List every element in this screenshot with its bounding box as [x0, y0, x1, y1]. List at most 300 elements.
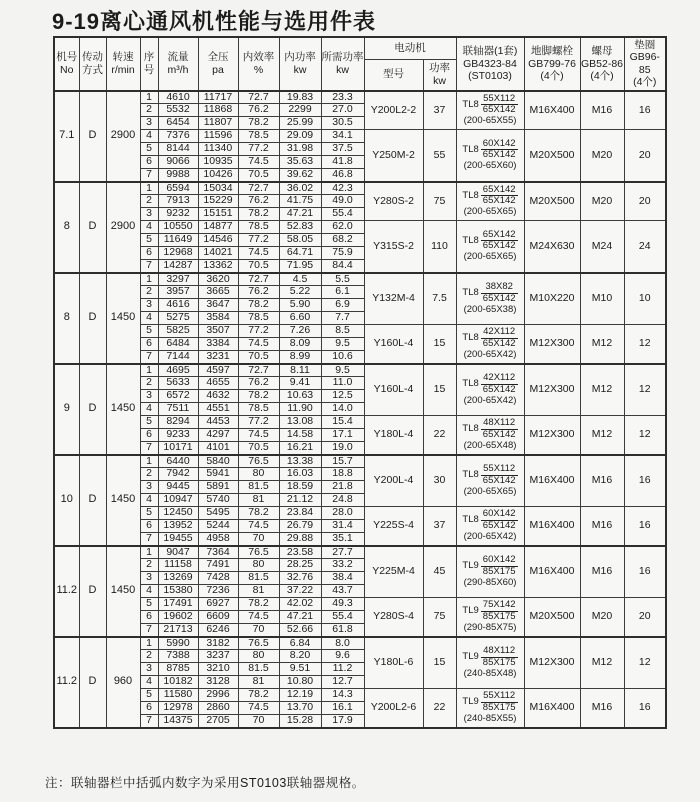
flow-cell: 10171 — [158, 442, 198, 455]
required-power-cell: 84.4 — [321, 260, 364, 273]
machine-no-cell: 9 — [54, 364, 79, 455]
seq-cell: 6 — [140, 247, 158, 260]
pressure-cell: 6246 — [198, 624, 238, 637]
efficiency-cell: 70 — [238, 715, 279, 728]
coupling-note: (290-85X75) — [463, 621, 517, 633]
efficiency-cell: 76.2 — [238, 104, 279, 117]
drive-cell: D — [79, 546, 106, 637]
efficiency-cell: 76.5 — [238, 546, 279, 559]
header-line: 方式 — [82, 63, 103, 76]
power-cell: 21.12 — [279, 494, 321, 507]
pressure-cell: 4297 — [198, 429, 238, 442]
seq-cell: 4 — [140, 403, 158, 416]
coupling-type: TL8 — [462, 423, 479, 435]
nut-cell: M16 — [580, 507, 624, 546]
coupling-cell — [456, 546, 524, 598]
coupling-spec — [457, 282, 524, 315]
efficiency-cell: 72.7 — [238, 273, 279, 286]
header-line: 垫圈 — [634, 39, 656, 51]
header-line: GB799-76 — [528, 57, 576, 70]
coupling-type: TL8 — [462, 378, 479, 390]
machine-no-cell: 7.1 — [54, 91, 79, 182]
coupling-cell — [456, 273, 524, 325]
coupling-cell — [456, 507, 524, 546]
coupling-type: TL8 — [462, 469, 479, 481]
required-power-cell: 7.7 — [321, 312, 364, 325]
pressure-cell: 7236 — [198, 585, 238, 598]
header-line: GB4323-84 — [463, 57, 517, 70]
bolt-cell: M20X500 — [524, 182, 580, 221]
seq-cell: 1 — [140, 637, 158, 650]
coupling-upper: 55X112 — [481, 691, 518, 703]
bolt-cell: M16X400 — [524, 455, 580, 507]
efficiency-cell: 78.5 — [238, 403, 279, 416]
flow-cell: 3297 — [158, 273, 198, 286]
efficiency-cell: 81 — [238, 494, 279, 507]
washer-cell: 10 — [624, 273, 666, 325]
col-header-seq — [140, 37, 158, 91]
seq-cell: 4 — [140, 494, 158, 507]
flow-cell: 9047 — [158, 546, 198, 559]
bolt-cell: M24X630 — [524, 221, 580, 273]
seq-cell: 6 — [140, 338, 158, 351]
coupling-type: TL8 — [462, 98, 479, 110]
required-power-cell: 33.2 — [321, 559, 364, 572]
required-power-cell: 14.3 — [321, 689, 364, 702]
motor-power-cell: 15 — [423, 325, 456, 364]
flow-cell: 7388 — [158, 650, 198, 663]
efficiency-cell: 81 — [238, 585, 279, 598]
power-cell: 26.79 — [279, 520, 321, 533]
power-cell: 32.76 — [279, 572, 321, 585]
power-cell: 64.71 — [279, 247, 321, 260]
header-line: (4个) — [540, 69, 564, 82]
required-power-cell: 12.5 — [321, 390, 364, 403]
power-cell: 10.80 — [279, 676, 321, 689]
nut-cell: M20 — [580, 130, 624, 182]
coupling-type: TL9 — [462, 560, 479, 572]
pressure-cell: 2860 — [198, 702, 238, 715]
coupling-cell — [456, 637, 524, 689]
power-cell: 41.75 — [279, 195, 321, 208]
required-power-cell: 6.1 — [321, 286, 364, 299]
efficiency-cell: 76.5 — [238, 637, 279, 650]
efficiency-cell: 78.2 — [238, 689, 279, 702]
coupling-lower: 65X142 — [482, 383, 516, 395]
power-cell: 28.25 — [279, 559, 321, 572]
seq-cell: 2 — [140, 286, 158, 299]
power-cell: 9.41 — [279, 377, 321, 390]
coupling-lower: 65X142 — [482, 104, 516, 116]
header-line: kw — [293, 63, 307, 76]
power-cell: 8.11 — [279, 364, 321, 377]
pressure-cell: 3210 — [198, 663, 238, 676]
efficiency-cell: 78.2 — [238, 390, 279, 403]
seq-cell: 2 — [140, 377, 158, 390]
efficiency-cell: 74.5 — [238, 338, 279, 351]
flow-cell: 6454 — [158, 117, 198, 130]
required-power-cell: 10.6 — [321, 351, 364, 364]
coupling-note: (200-65X55) — [463, 115, 517, 127]
seq-cell: 7 — [140, 715, 158, 728]
header-line: pa — [212, 63, 224, 76]
drive-cell: D — [79, 91, 106, 182]
coupling-lower: 65X142 — [482, 149, 516, 161]
required-power-cell: 18.8 — [321, 468, 364, 481]
efficiency-cell: 77.2 — [238, 325, 279, 338]
required-power-cell: 30.5 — [321, 117, 364, 130]
flow-cell: 8785 — [158, 663, 198, 676]
power-cell: 29.09 — [279, 130, 321, 143]
bolt-cell: M12X300 — [524, 364, 580, 416]
required-power-cell: 12.7 — [321, 676, 364, 689]
pressure-cell: 2705 — [198, 715, 238, 728]
header-line: GB96-85 — [629, 51, 660, 76]
efficiency-cell: 70.5 — [238, 169, 279, 182]
coupling-lower: 65X142 — [482, 292, 516, 304]
col-header-flow — [158, 37, 198, 91]
coupling-cell — [456, 416, 524, 455]
coupling-cell — [456, 598, 524, 637]
flow-cell: 12978 — [158, 702, 198, 715]
coupling-upper: 38X82 — [481, 282, 518, 294]
nut-cell: M10 — [580, 273, 624, 325]
motor-model-cell: Y132M-4 — [364, 273, 423, 325]
drive-cell: D — [79, 455, 106, 546]
power-cell: 5.90 — [279, 299, 321, 312]
power-cell: 25.99 — [279, 117, 321, 130]
seq-cell: 7 — [140, 624, 158, 637]
pressure-cell: 5941 — [198, 468, 238, 481]
motor-model-cell: Y200L2-6 — [364, 689, 423, 728]
speed-cell: 960 — [106, 637, 140, 728]
fan-spec-table — [53, 36, 667, 729]
pressure-cell: 14877 — [198, 221, 238, 234]
required-power-cell: 35.1 — [321, 533, 364, 546]
motor-power-cell: 15 — [423, 637, 456, 689]
seq-cell: 7 — [140, 351, 158, 364]
power-cell: 11.90 — [279, 403, 321, 416]
col-header-coupling — [456, 37, 524, 91]
flow-cell: 10947 — [158, 494, 198, 507]
nut-cell: M20 — [580, 598, 624, 637]
required-power-cell: 19.0 — [321, 442, 364, 455]
nut-cell: M16 — [580, 546, 624, 598]
bolt-cell: M20X500 — [524, 130, 580, 182]
flow-cell: 6484 — [158, 338, 198, 351]
seq-cell: 7 — [140, 442, 158, 455]
coupling-spec — [457, 94, 524, 127]
flow-cell: 9445 — [158, 481, 198, 494]
efficiency-cell: 78.2 — [238, 507, 279, 520]
bolt-cell: M16X400 — [524, 546, 580, 598]
efficiency-cell: 70 — [238, 533, 279, 546]
required-power-cell: 23.3 — [321, 91, 364, 104]
pressure-cell: 15229 — [198, 195, 238, 208]
flow-cell: 7942 — [158, 468, 198, 481]
coupling-upper: 60X142 — [482, 554, 516, 566]
washer-cell: 16 — [624, 689, 666, 728]
power-cell: 35.63 — [279, 156, 321, 169]
flow-cell: 13952 — [158, 520, 198, 533]
header-line: % — [253, 63, 264, 76]
washer-cell: 12 — [624, 325, 666, 364]
seq-cell: 3 — [140, 572, 158, 585]
pressure-cell: 15034 — [198, 182, 238, 195]
header-line: 内效率 — [242, 51, 275, 64]
flow-cell: 5275 — [158, 312, 198, 325]
coupling-note: (200-65X38) — [463, 303, 517, 315]
power-cell: 52.66 — [279, 624, 321, 637]
coupling-type: TL8 — [462, 189, 479, 201]
pressure-cell: 5891 — [198, 481, 238, 494]
col-header-required-power — [321, 37, 364, 91]
motor-model-cell: Y280S-4 — [364, 598, 423, 637]
coupling-spec — [457, 555, 524, 588]
pressure-cell: 15151 — [198, 208, 238, 221]
seq-cell: 2 — [140, 195, 158, 208]
power-cell: 58.05 — [279, 234, 321, 247]
coupling-lower: 65X142 — [482, 474, 516, 486]
coupling-type: TL8 — [462, 332, 479, 344]
header-line: GB52-86 — [580, 57, 624, 70]
coupling-type: TL9 — [462, 605, 479, 617]
seq-cell: 3 — [140, 208, 158, 221]
seq-cell: 2 — [140, 468, 158, 481]
coupling-lower: 85X175 — [482, 701, 516, 713]
required-power-cell: 49.3 — [321, 598, 364, 611]
coupling-type: TL8 — [462, 143, 479, 155]
seq-cell: 7 — [140, 260, 158, 273]
required-power-cell: 9.5 — [321, 364, 364, 377]
coupling-note: (290-85X60) — [463, 576, 517, 588]
washer-cell: 16 — [624, 507, 666, 546]
required-power-cell: 55.4 — [321, 208, 364, 221]
motor-model-cell: Y315S-2 — [364, 221, 423, 273]
coupling-note: (200-65X60) — [463, 160, 517, 172]
coupling-note: (200-65X65) — [463, 251, 517, 263]
required-power-cell: 27.7 — [321, 546, 364, 559]
required-power-cell: 21.8 — [321, 481, 364, 494]
coupling-spec — [457, 185, 524, 218]
motor-power-cell: 75 — [423, 598, 456, 637]
motor-model-cell: Y280S-2 — [364, 182, 423, 221]
required-power-cell: 75.9 — [321, 247, 364, 260]
pressure-cell: 10426 — [198, 169, 238, 182]
motor-model-cell: Y250M-2 — [364, 130, 423, 182]
coupling-lower: 65X142 — [482, 428, 516, 440]
flow-cell: 14375 — [158, 715, 198, 728]
pressure-cell: 3237 — [198, 650, 238, 663]
required-power-cell: 61.8 — [321, 624, 364, 637]
power-cell: 2299 — [279, 104, 321, 117]
motor-power-cell: 15 — [423, 364, 456, 416]
pressure-cell: 2996 — [198, 689, 238, 702]
pressure-cell: 4958 — [198, 533, 238, 546]
required-power-cell: 68.2 — [321, 234, 364, 247]
pressure-cell: 11807 — [198, 117, 238, 130]
nut-cell: M16 — [580, 91, 624, 130]
required-power-cell: 6.9 — [321, 299, 364, 312]
required-power-cell: 55.4 — [321, 611, 364, 624]
power-cell: 15.28 — [279, 715, 321, 728]
coupling-lower: 85X175 — [482, 610, 516, 622]
power-cell: 10.63 — [279, 390, 321, 403]
efficiency-cell: 70.5 — [238, 442, 279, 455]
coupling-cell — [456, 182, 524, 221]
pressure-cell: 3584 — [198, 312, 238, 325]
efficiency-cell: 81.5 — [238, 481, 279, 494]
power-cell: 9.51 — [279, 663, 321, 676]
bolt-cell: M10X220 — [524, 273, 580, 325]
power-cell: 39.62 — [279, 169, 321, 182]
coupling-spec — [457, 691, 524, 724]
header-line: kw — [336, 63, 349, 76]
power-cell: 23.58 — [279, 546, 321, 559]
drive-cell: D — [79, 637, 106, 728]
pressure-cell: 14546 — [198, 234, 238, 247]
coupling-cell — [456, 364, 524, 416]
efficiency-cell: 76.5 — [238, 455, 279, 468]
coupling-upper: 75X142 — [482, 599, 516, 611]
pressure-cell: 14021 — [198, 247, 238, 260]
motor-power-cell: 45 — [423, 546, 456, 598]
speed-cell: 1450 — [106, 455, 140, 546]
nut-cell: M12 — [580, 364, 624, 416]
seq-cell: 4 — [140, 312, 158, 325]
coupling-spec — [457, 373, 524, 406]
header-line: 机号 — [56, 51, 78, 64]
coupling-lower: 65X142 — [482, 337, 516, 349]
power-cell: 37.22 — [279, 585, 321, 598]
flow-cell: 8144 — [158, 143, 198, 156]
power-cell: 7.26 — [279, 325, 321, 338]
flow-cell: 9988 — [158, 169, 198, 182]
motor-power-cell: 22 — [423, 416, 456, 455]
efficiency-cell: 74.5 — [238, 520, 279, 533]
coupling-upper: 55X112 — [481, 94, 518, 106]
pressure-cell: 4655 — [198, 377, 238, 390]
efficiency-cell: 76.2 — [238, 286, 279, 299]
required-power-cell: 24.8 — [321, 494, 364, 507]
power-cell: 8.20 — [279, 650, 321, 663]
flow-cell: 6440 — [158, 455, 198, 468]
footnote: 注：联轴器栏中括弧内数字为采用ST0103联轴器规格。 — [45, 776, 365, 790]
coupling-cell — [456, 325, 524, 364]
header-line: 内功率 — [284, 51, 316, 64]
efficiency-cell: 72.7 — [238, 364, 279, 377]
washer-cell: 16 — [624, 455, 666, 507]
flow-cell: 3957 — [158, 286, 198, 299]
flow-cell: 6572 — [158, 390, 198, 403]
motor-power-cell: 110 — [423, 221, 456, 273]
efficiency-cell: 81.5 — [238, 572, 279, 585]
power-cell: 4.5 — [279, 273, 321, 286]
efficiency-cell: 78.5 — [238, 221, 279, 234]
bolt-cell: M12X300 — [524, 416, 580, 455]
efficiency-cell: 78.5 — [238, 312, 279, 325]
seq-cell: 3 — [140, 117, 158, 130]
efficiency-cell: 77.2 — [238, 416, 279, 429]
coupling-spec — [457, 327, 524, 360]
efficiency-cell: 80 — [238, 468, 279, 481]
power-cell: 14.58 — [279, 429, 321, 442]
pressure-cell: 11596 — [198, 130, 238, 143]
seq-cell: 6 — [140, 702, 158, 715]
coupling-spec — [457, 600, 524, 633]
pressure-cell: 7491 — [198, 559, 238, 572]
pressure-cell: 4597 — [198, 364, 238, 377]
motor-power-cell: 55 — [423, 130, 456, 182]
seq-cell: 4 — [140, 221, 158, 234]
efficiency-cell: 74.5 — [238, 702, 279, 715]
efficiency-cell: 70.5 — [238, 260, 279, 273]
nut-cell: M12 — [580, 416, 624, 455]
required-power-cell: 15.4 — [321, 416, 364, 429]
flow-cell: 4616 — [158, 299, 198, 312]
efficiency-cell: 77.2 — [238, 143, 279, 156]
power-cell: 13.08 — [279, 416, 321, 429]
power-cell: 6.60 — [279, 312, 321, 325]
seq-cell: 7 — [140, 533, 158, 546]
machine-no-cell: 11.2 — [54, 546, 79, 637]
coupling-cell — [456, 455, 524, 507]
washer-cell: 20 — [624, 182, 666, 221]
seq-cell: 5 — [140, 689, 158, 702]
seq-cell: 5 — [140, 234, 158, 247]
efficiency-cell: 78.2 — [238, 299, 279, 312]
power-cell: 6.84 — [279, 637, 321, 650]
washer-cell: 12 — [624, 416, 666, 455]
required-power-cell: 11.0 — [321, 377, 364, 390]
header-line: 全压 — [207, 51, 229, 64]
pressure-cell: 13362 — [198, 260, 238, 273]
flow-cell: 11649 — [158, 234, 198, 247]
col-header-efficiency — [238, 37, 279, 91]
seq-cell: 1 — [140, 455, 158, 468]
required-power-cell: 41.8 — [321, 156, 364, 169]
col-header-pressure — [198, 37, 238, 91]
flow-cell: 6594 — [158, 182, 198, 195]
motor-model-cell: Y200L-4 — [364, 455, 423, 507]
motor-power-cell: 7.5 — [423, 273, 456, 325]
required-power-cell: 9.6 — [321, 650, 364, 663]
flow-cell: 9232 — [158, 208, 198, 221]
coupling-spec — [457, 230, 524, 263]
coupling-note: (240-85X55) — [463, 712, 517, 724]
power-cell: 8.99 — [279, 351, 321, 364]
efficiency-cell: 81 — [238, 676, 279, 689]
pressure-cell: 6609 — [198, 611, 238, 624]
coupling-upper: 60X142 — [482, 137, 516, 149]
col-header-speed — [106, 37, 140, 91]
coupling-cell — [456, 221, 524, 273]
seq-cell: 1 — [140, 364, 158, 377]
washer-cell: 12 — [624, 637, 666, 689]
coupling-note: (200-65X42) — [463, 348, 517, 360]
pressure-cell: 4453 — [198, 416, 238, 429]
pressure-cell: 11340 — [198, 143, 238, 156]
washer-cell: 16 — [624, 546, 666, 598]
power-cell: 13.38 — [279, 455, 321, 468]
efficiency-cell: 78.5 — [238, 130, 279, 143]
coupling-lower: 65X142 — [482, 195, 516, 207]
header-line: (4个) — [590, 69, 614, 82]
efficiency-cell: 76.2 — [238, 377, 279, 390]
coupling-lower: 85X175 — [482, 565, 516, 577]
seq-cell: 2 — [140, 104, 158, 117]
flow-cell: 9233 — [158, 429, 198, 442]
